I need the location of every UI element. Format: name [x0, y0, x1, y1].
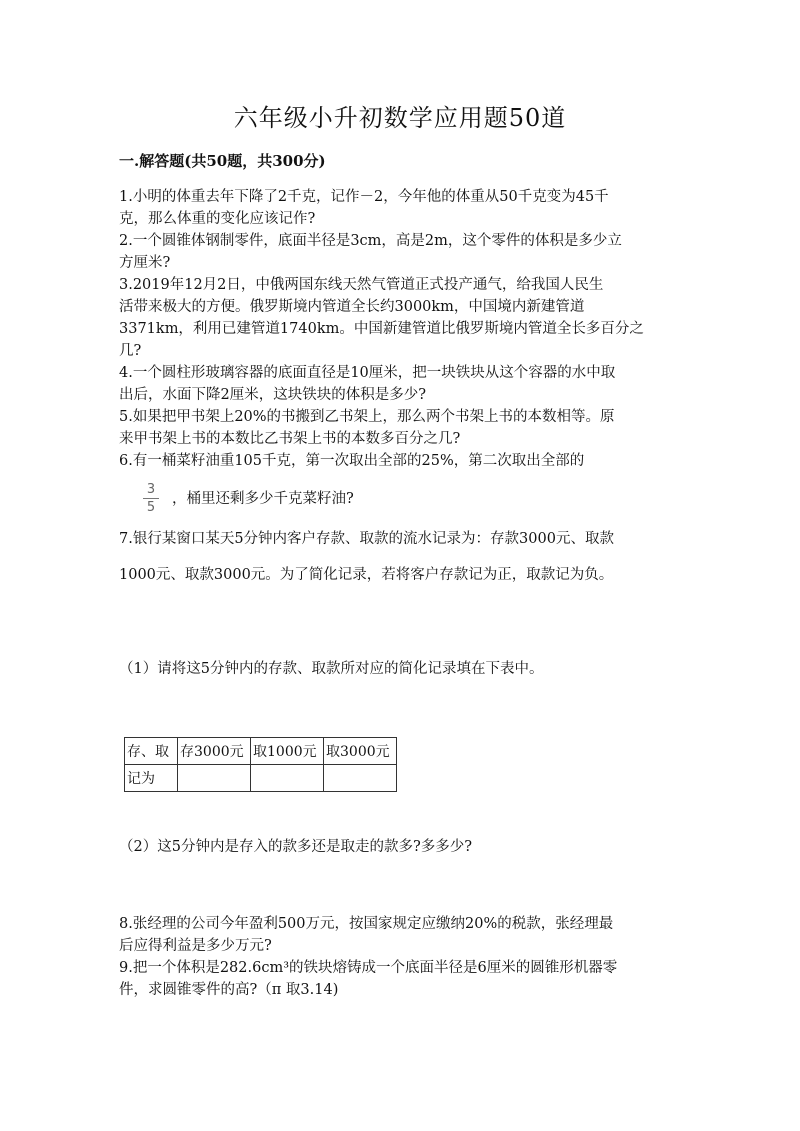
table-answer-cell[interactable]: [178, 765, 251, 792]
q7-line-1: 7.银行某窗口某天5分钟内客户存款、取款的流水记录为：存款3000元、取款: [119, 531, 614, 547]
table-row: [125, 765, 397, 792]
fraction-numerator: 3: [146, 482, 156, 497]
table-header-cell: 存3000元: [178, 738, 251, 765]
q6-line-1: 6.有一桶菜籽油重105千克，第一次取出全部的25%，第二次取出全部的: [119, 453, 585, 469]
table-header-cell: 取1000元: [251, 738, 324, 765]
q2-line-2: 方厘米?: [119, 255, 171, 271]
q3-line-3: 3371km，利用已建管道1740km。中国新建管道比俄罗斯境内管道全长多百分之: [119, 321, 644, 337]
q3-line-2: 活带来极大的方便。俄罗斯境内管道全长约3000km，中国境内新建管道: [119, 299, 585, 315]
q6-line-2: ，桶里还剩多少千克菜籽油?: [172, 491, 354, 507]
table-answer-cell[interactable]: [324, 765, 397, 792]
q7-line-2: 1000元、取款3000元。为了简化记录，若将客户存款记为正，取款记为负。: [119, 567, 614, 583]
page-title: 六年级小升初数学应用题50道: [233, 104, 567, 132]
q4-line-2: 出后，水面下降2厘米，这块铁块的体积是多少?: [119, 387, 426, 403]
q2-line-1: 2.一个圆锥体钢制零件，底面半径是3cm，高是2m，这个零件的体积是多少立: [119, 233, 622, 249]
q5-line-2: 来甲书架上书的本数比乙书架上书的本数多百分之几?: [119, 431, 461, 447]
table-answer-cell[interactable]: [251, 765, 324, 792]
q1-line-1: 1.小明的体重去年下降了2千克，记作－2，今年他的体重从50千克变为45千: [119, 189, 609, 205]
q5-line-1: 5.如果把甲书架上20%的书搬到乙书架上，那么两个书架上书的本数相等。原: [119, 409, 615, 425]
q6-fraction: [140, 482, 162, 515]
q9-line-1: 9.把一个体积是282.6cm³的铁块熔铸成一个底面半径是6厘米的圆锥形机器零: [119, 960, 618, 976]
table-header-cell: 取3000元: [324, 738, 397, 765]
q7-part-2: （2）这5分钟内是存入的款多还是取走的款多?多多少?: [119, 839, 472, 855]
section-heading: 一.解答题(共50题，共300分): [119, 152, 326, 170]
q8-line-1: 8.张经理的公司今年盈利500万元，按国家规定应缴纳20%的税款，张经理最: [119, 916, 614, 932]
q7-part-1: （1）请将这5分钟内的存款、取款所对应的简化记录填在下表中。: [119, 661, 544, 677]
q9-line-2: 件，求圆锥零件的高?（π 取3.14): [119, 982, 339, 998]
fraction-bar: [143, 498, 159, 499]
table-header-cell: 存、取: [125, 738, 178, 765]
table-header-row: [125, 738, 397, 765]
table-row-label: 记为: [125, 765, 178, 792]
q3-line-1: 3.2019年12月2日，中俄两国东线天然气管道正式投产通气，给我国人民生: [119, 277, 604, 293]
q4-line-1: 4.一个圆柱形玻璃容器的底面直径是10厘米，把一块铁块从这个容器的水中取: [119, 365, 616, 381]
q8-line-2: 后应得利益是多少万元?: [119, 938, 272, 954]
fraction-denominator: 5: [146, 500, 156, 515]
q1-line-2: 克，那么体重的变化应该记作?: [119, 211, 316, 227]
q3-line-4: 几?: [119, 343, 142, 359]
record-table: [124, 737, 397, 792]
